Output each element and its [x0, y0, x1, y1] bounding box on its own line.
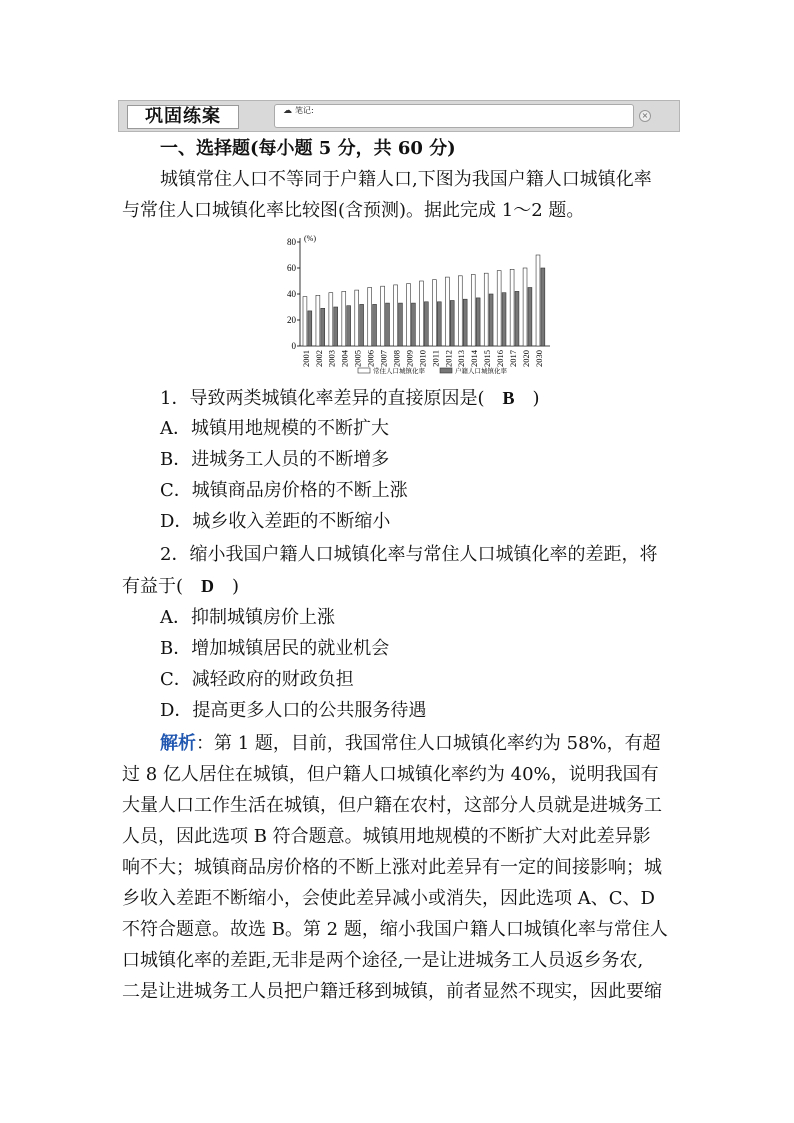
q2-option-a: A．抑制城镇房价上涨	[160, 607, 335, 628]
y-tick-label: 40	[287, 289, 296, 299]
unit-label: (%)	[304, 234, 316, 243]
analysis-line-8: 口城镇化率的差距,无非是两个途径,一是让进城务工人员返乡务农,	[122, 950, 644, 971]
q2-stem-line-2	[122, 574, 239, 599]
legend-swatch	[440, 368, 452, 373]
bar-registered	[463, 299, 467, 346]
bar-resident	[394, 285, 398, 346]
bar-resident	[432, 280, 436, 346]
bar-registered	[489, 294, 493, 346]
x-tick-label: 2030	[533, 350, 544, 367]
q2-option-b: B．增加城镇居民的就业机会	[160, 638, 390, 659]
bar-registered	[515, 291, 519, 346]
bar-resident	[536, 255, 540, 346]
bar-registered	[347, 306, 351, 346]
q1-option-d: D．城乡收入差距的不断缩小	[160, 511, 391, 532]
analysis-line-6: 乡收入差距不断缩小，会使此差异减小或消失，因此选项 A、C、D	[122, 888, 655, 909]
x-tick-label: 2004	[339, 350, 350, 367]
x-tick-label: 2016	[495, 350, 506, 367]
bar-registered	[360, 304, 364, 346]
urbanization-chart	[280, 230, 560, 380]
bar-registered	[424, 302, 428, 346]
section-title: 一、选择题(每小题 5 分，共 60 分)	[160, 138, 456, 159]
x-tick-label: 2014	[469, 350, 480, 367]
q2-stem-line-1: 2．缩小我国户籍人口城镇化率与常住人口城镇化率的差距，将	[160, 544, 658, 565]
x-tick-label: 2013	[456, 350, 467, 367]
bar-resident	[329, 293, 333, 346]
q2-option-c: C．减轻政府的财政负担	[160, 669, 354, 690]
bar-resident	[407, 284, 411, 346]
y-tick-label: 60	[287, 263, 296, 273]
bar-resident	[445, 277, 449, 346]
bar-registered	[308, 311, 312, 346]
analysis-line-1	[160, 732, 661, 756]
q1-option-b: B．进城务工人员的不断增多	[160, 449, 390, 470]
x-tick-label: 2006	[365, 350, 376, 367]
intro-line-1: 城镇常住人口不等同于户籍人口,下图为我国户籍人口城镇化率	[160, 169, 652, 190]
x-tick-label: 2012	[443, 350, 454, 367]
bar-resident	[523, 268, 527, 346]
analysis-line-7: 不符合题意。故选 B。第 2 题，缩小我国户籍人口城镇化率与常住人	[122, 919, 668, 940]
legend-label: 户籍人口城镇化率	[455, 368, 507, 375]
bar-registered	[321, 308, 325, 346]
bar-resident	[471, 275, 475, 347]
cloud-icon: ☁	[283, 106, 292, 116]
bar-registered	[541, 268, 545, 346]
analysis-line-2: 过 8 亿人居住在城镇，但户籍人口城镇化率约为 40%，说明我国有	[122, 764, 659, 785]
analysis-line-5: 响不大；城镇商品房价格的不断上涨对此差异有一定的间接影响；城	[122, 857, 662, 878]
analysis-line-9: 二是让进城务工人员把户籍迁移到城镇，前者显然不现实，因此要缩	[122, 981, 662, 1002]
x-tick-label: 2017	[507, 350, 518, 367]
q1-option-c: C．城镇商品房价格的不断上涨	[160, 480, 408, 501]
bar-registered	[334, 307, 338, 346]
q2-stem-text: 有益于(	[122, 576, 202, 597]
bar-registered	[386, 303, 390, 346]
q1-stem-end: )	[514, 388, 540, 409]
x-tick-label: 2010	[417, 350, 428, 367]
q2-answer: D	[201, 576, 215, 596]
notes-label: 笔记:	[295, 106, 314, 115]
bar-resident	[497, 271, 501, 346]
x-tick-label: 2007	[378, 350, 389, 367]
bar-resident	[510, 269, 514, 346]
bar-resident	[355, 290, 359, 346]
chart-x-labels	[301, 349, 544, 367]
bar-registered	[528, 288, 532, 347]
x-tick-label: 2003	[326, 350, 337, 367]
analysis-line-3: 大量人口工作生活在城镇，但户籍在农村，这部分人员就是进城务工	[122, 795, 662, 816]
y-tick-label: 20	[287, 315, 296, 325]
bar-registered	[373, 304, 377, 346]
legend-label: 常住人口城镇化率	[373, 368, 425, 375]
bar-resident	[342, 291, 346, 346]
q2-stem-end: )	[214, 576, 240, 597]
bar-registered	[502, 293, 506, 346]
x-tick-label: 2001	[300, 350, 311, 367]
q1-option-a: A．城镇用地规模的不断扩大	[160, 418, 389, 439]
bar-resident	[381, 286, 385, 346]
legend-swatch	[358, 368, 370, 373]
x-tick-label: 2015	[482, 350, 493, 367]
y-tick-label: 0	[291, 341, 296, 351]
x-tick-label: 2008	[391, 350, 402, 367]
q2-option-d: D．提高更多人口的公共服务待遇	[160, 700, 427, 721]
bar-registered	[450, 301, 454, 347]
intro-line-2: 与常住人口城镇化率比较图(含预测)。据此完成 1～2 题。	[122, 200, 585, 221]
analysis-line-4: 人员，因此选项 B 符合题意。城镇用地规模的不断扩大对此差异影	[122, 826, 651, 847]
y-tick-label: 80	[287, 237, 296, 247]
notes-field[interactable]	[274, 104, 634, 128]
bar-registered	[399, 303, 403, 346]
close-icon[interactable]: ×	[639, 110, 651, 122]
x-tick-label: 2005	[352, 350, 363, 367]
bar-resident	[368, 288, 372, 347]
bar-resident	[484, 273, 488, 346]
bar-resident	[303, 297, 307, 346]
q1-stem-text: 1．导致两类城镇化率差异的直接原因是(	[160, 388, 503, 409]
bar-registered	[476, 298, 480, 346]
bar-resident	[420, 281, 424, 346]
x-tick-label: 2020	[520, 350, 531, 367]
bar-registered	[411, 303, 415, 346]
header-title: 巩固练案	[127, 105, 239, 129]
x-tick-label: 2002	[313, 350, 324, 367]
bar-resident	[316, 295, 320, 346]
analysis-label: 解析	[160, 733, 196, 754]
bar-resident	[458, 276, 462, 346]
chart-bars	[303, 255, 545, 346]
x-tick-label: 2011	[430, 350, 441, 367]
x-tick-label: 2009	[404, 350, 415, 367]
header-bar	[118, 100, 680, 132]
q1-answer: B	[502, 388, 515, 408]
bar-registered	[437, 302, 441, 346]
analysis-first-text: ：第 1 题，目前，我国常住人口城镇化率约为 58%，有超	[196, 733, 661, 754]
q1-stem	[160, 386, 540, 411]
